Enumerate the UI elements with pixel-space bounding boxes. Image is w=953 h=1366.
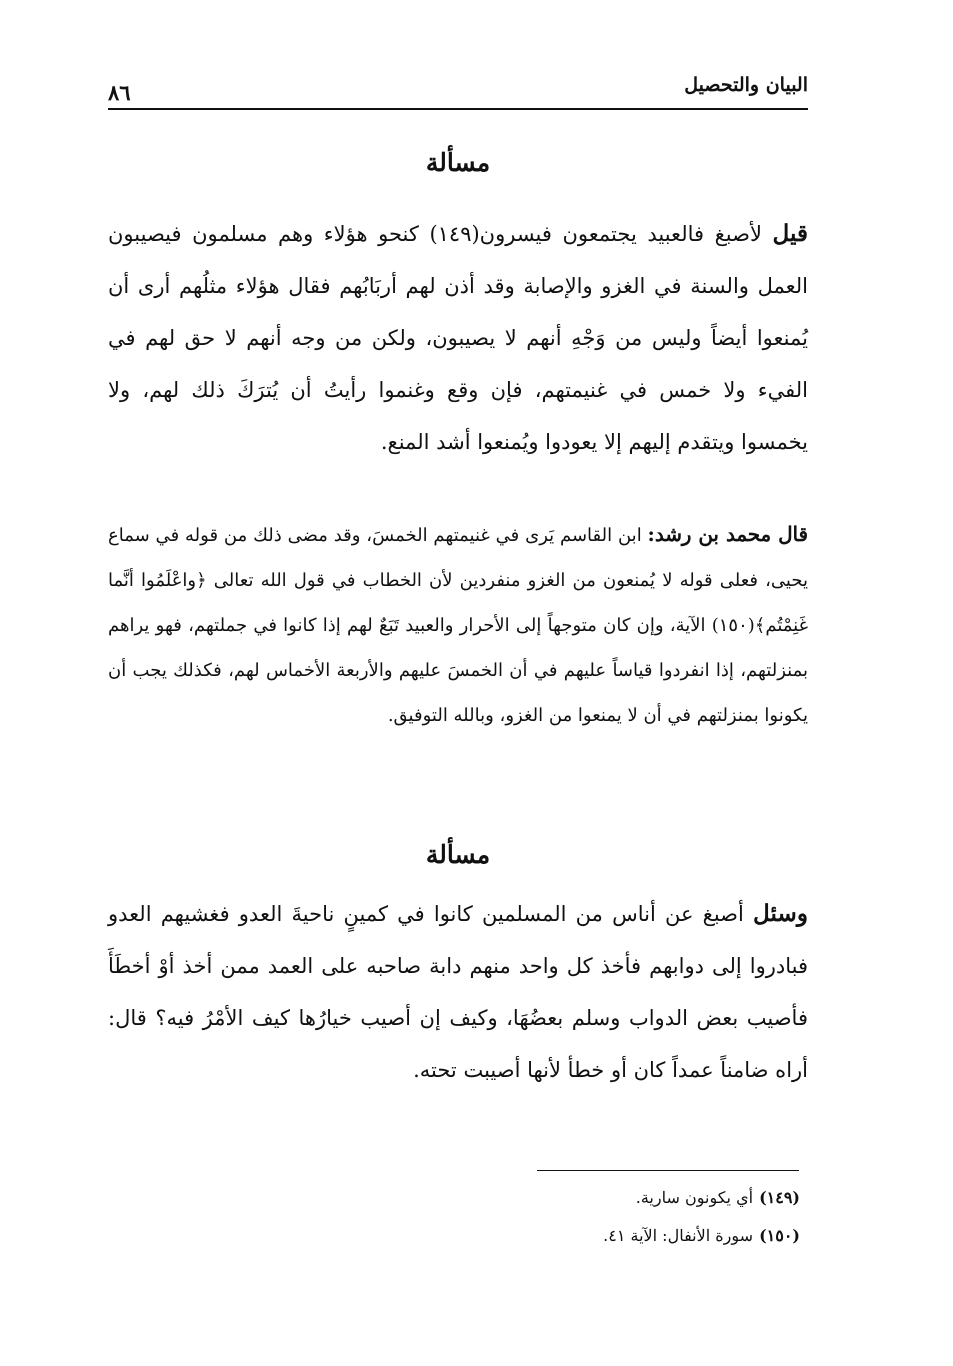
paragraph-text: أصبغ عن أناس من المسلمين كانوا في كمينٍ ناحيةَ العدو فغشيهم العدو فبادروا إلى دوابهم فأخذ كل واحد منهم دابة صاحبه على العمد ممن أخذ أوْ أخطَأَ فأصيب بعض الدواب وسلم بعضُهَا، وكيف إن أصيب خيارُها كيف الأمْرُ فيه؟ قال: أراه ضامناً عمداً كان أو خطأ لأنها أصيبت تحته. <box>108 902 808 1082</box>
paragraph <box>108 512 808 738</box>
section-heading: مسألة <box>425 840 491 869</box>
running-header <box>108 68 808 108</box>
paragraph-lead: وسئل <box>753 900 808 927</box>
page-number: ٨٦ <box>108 80 131 105</box>
paragraph-lead: قال محمد بن رشد: <box>647 522 809 546</box>
footnote-rule <box>537 1170 799 1171</box>
footnote-text: سورة الأنفال: الآية ٤١. <box>603 1226 754 1245</box>
footnote-text: أي يكونون سارية. <box>635 1188 754 1207</box>
footnote-number: (١٤٩) <box>759 1188 800 1207</box>
paragraph <box>108 208 808 468</box>
paragraph-text: لأصبغ فالعبيد يجتمعون فيسرون(١٤٩) كنحو هؤلاء وهم مسلمون فيصيبون العمل والسنة في الغزو والإصابة وقد أذن لهم أربَابُهم فقال هؤلاء مثلُهم أرى أن يُمنعوا أيضاً وليس من وَجْهِ أنهم لا يصيبون، ولكن من وجه أنهم لا حق لهم في الفيء ولا خمس في غنيمتهم، فإن وقع وغنموا رأيتُ أن يُترَكَ ذلك لهم، ولا يخمسوا ويتقدم إليهم إلا يعودوا ويُمنعوا أشد المنع. <box>108 222 808 454</box>
header-rule <box>108 108 808 110</box>
book-title: البيان والتحصيل <box>684 74 808 96</box>
paragraph-lead: قيل <box>772 220 808 247</box>
footnote <box>108 1226 800 1245</box>
paragraph-text: ابن القاسم يَرى في غنيمتهم الخمسَ، وقد مضى ذلك من قوله في سماع يحيى، فعلى قوله لا يُمنعون من الغزو منفردين لأن الخطاب في قول الله تعالى ﴿واعْلَمُوا أنَّما غَنِمْتُم﴾(١٥٠) الآية، وإن كان متوجهاً إلى الأحرار والعبيد تَبَعٌ لهم إذا كانوا في جملتهم، فهو يراهم بمنزلتهم، إذا انفردوا قياساً عليهم في أن الخمسَ عليهم والأربعة الأخماس لهم، فكذلك يجب أن يكونوا بمنزلتهم في أن لا يمنعوا من الغزو، وبالله التوفيق. <box>108 525 808 726</box>
section-heading: مسألة <box>425 148 491 177</box>
footnote-number: (١٥٠) <box>759 1226 800 1245</box>
footnote <box>108 1188 800 1207</box>
paragraph <box>108 888 808 1096</box>
